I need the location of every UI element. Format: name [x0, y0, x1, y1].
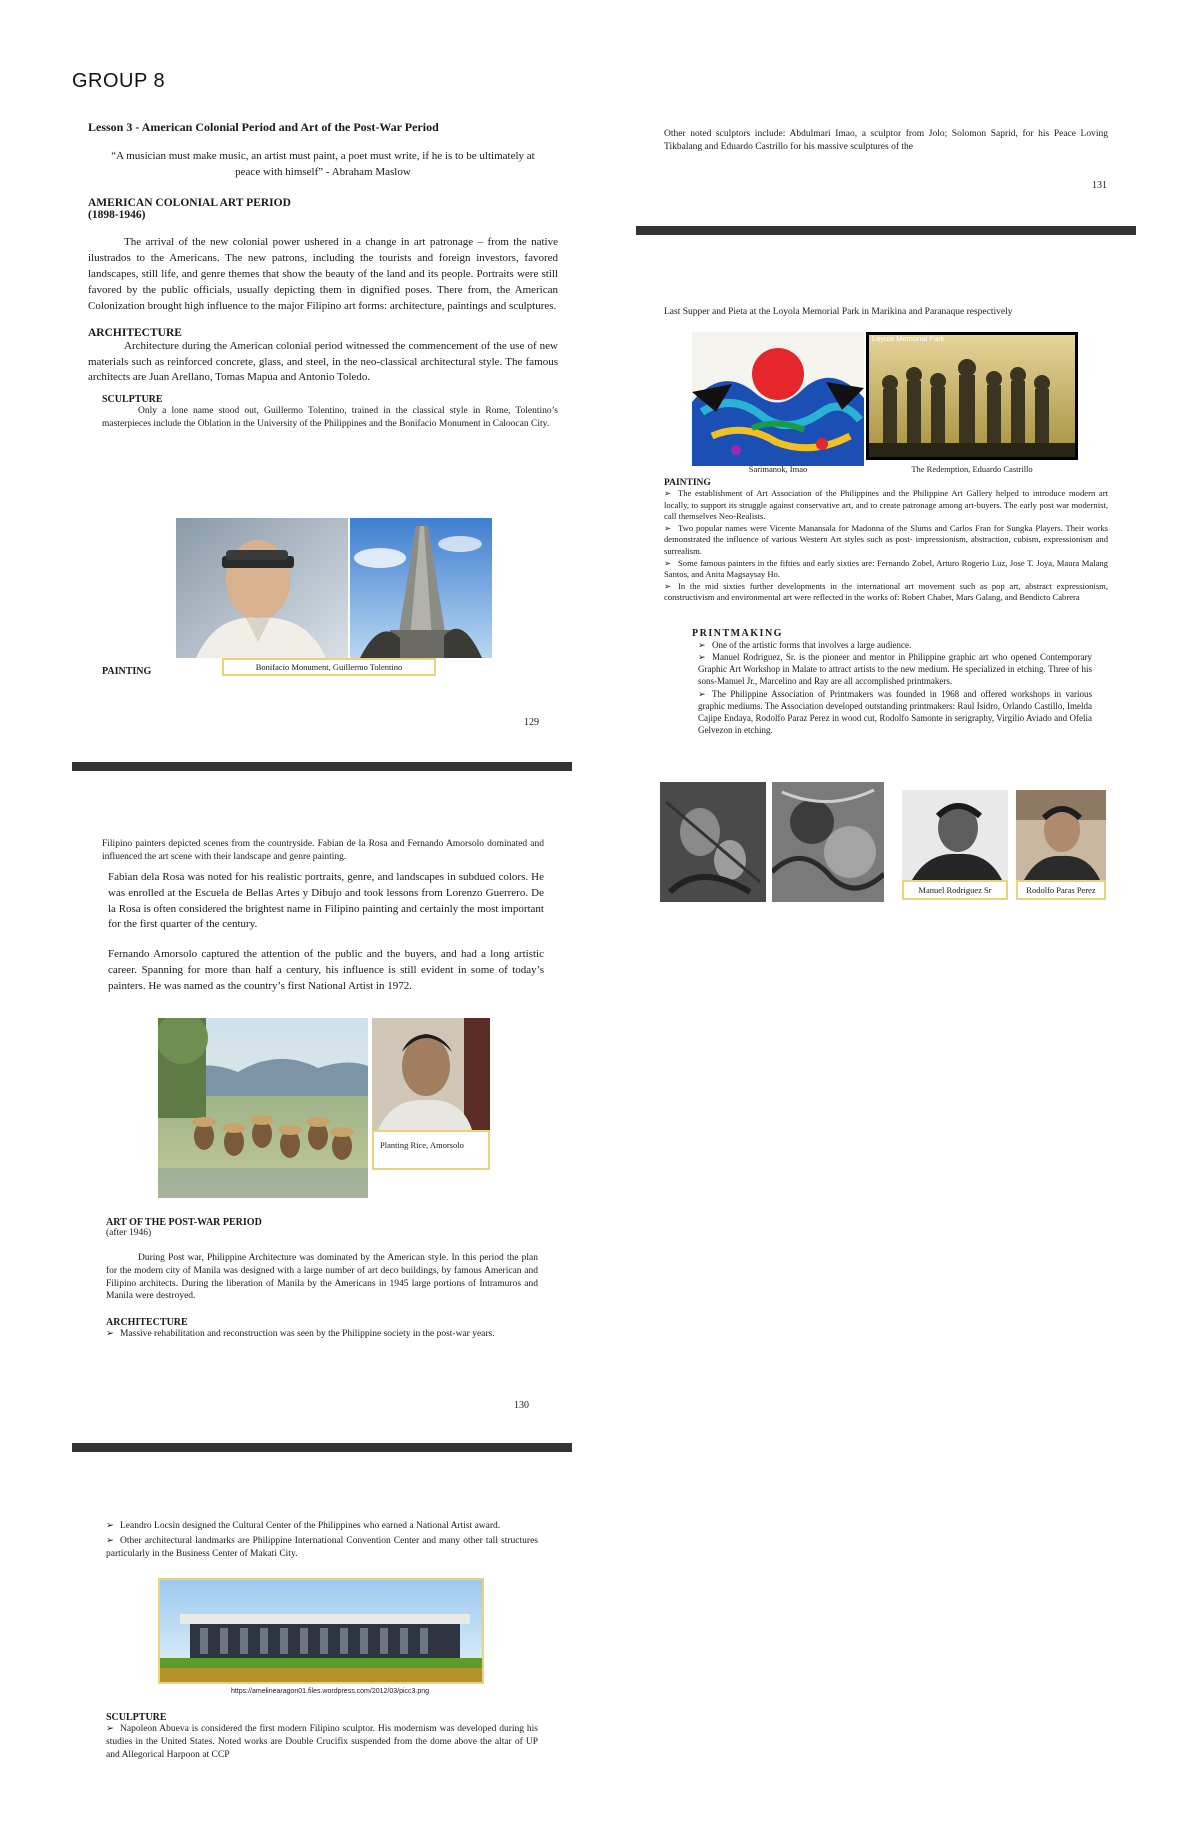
american-colonial-intro: The arrival of the new colonial power ushered in a change in art patronage – from the native ilustrados to the Americans. The new patrons, including the tourists and foreign investors, favored landscapes, still life, and genre themes that show the beauty of the land and its people. Portraits were still favored by the public officials, usually depicting them in dignified poses. There from, the American Colonization brought high influence to the major Filipino art forms: architecture, paintings and sculptures. — [88, 235, 558, 312]
manuel-rodriguez-photo — [902, 790, 1008, 880]
printmaking-bullet: ➢ Manuel Rodriguez, Sr. is the pioneer and mentor in Philippine graphic art who opened Contemporary Graphic Art Workshop in Malate to attract artists to the new medium. He specialized in etching. Three of his sons-Manuel Jr., Marcelino and Ray are all accomplished printmakers. — [698, 652, 1092, 687]
etching-print-image-1 — [660, 782, 766, 902]
bullet-arrow-icon: ➢ — [664, 522, 672, 533]
sarimanok-caption: Sarimanok, Imao — [748, 464, 808, 474]
printmaking-bullet: ➢ One of the artistic forms that involves a large audience. — [698, 640, 912, 650]
painting-section-132 — [664, 478, 1108, 604]
bullet-arrow-icon: ➢ — [106, 1535, 114, 1546]
document-group-title: GROUP 8 — [72, 70, 166, 92]
bullet-arrow-icon: ➢ — [106, 1724, 114, 1734]
painting-bullet: ➢ In the mid sixties further developments in the international art movement such as pop art, abstract expressionism, constructivism and environmental art were reflected in the works of: Robert Chabet, Mars Galang, and Bendicto Cabrera — [664, 580, 1108, 603]
american-colonial-title: AMERICAN COLONIAL ART PERIOD — [88, 196, 291, 209]
landmarks-bullet: ➢ Other architectural landmarks are Philippine International Convention Center and many other tall structures particularly in the Business Center of Makati City. — [106, 1535, 538, 1559]
page-129 — [88, 120, 558, 431]
etching-print-image-2 — [772, 782, 884, 902]
painting-bullet: ➢ The establishment of Art Association of the Philippines and the Philippine Art Gallery helped to introduce modern art locally, to support its struggle against conservative art, and to create patronage among art-buyers. The early post war modernist, call themselves Neo-Realists. — [664, 488, 1108, 522]
lesson-title: Lesson 3 - American Colonial Period and Art of the Post-War Period — [88, 120, 439, 134]
sarimanok-image — [692, 332, 864, 466]
amorsolo-text: Fernando Amorsolo captured the attention of the public and the buyers, and had a long artistic career. Spanning for more than half a century, his influence is still evident in some of today’s painters. He was named as the country’s first National Artist in 1972. — [108, 948, 544, 993]
page-130 — [102, 838, 544, 995]
maslow-quote: “A musician must make music, an artist must paint, a poet must write, if he is to be ultimately at peace with himself” - Abraham Maslow — [111, 150, 535, 178]
amorsolo-portrait-image — [372, 1018, 490, 1130]
tolentino-portrait-image — [176, 518, 348, 658]
sculpture-text: Only a lone name stood out, Guillermo Tolentino, trained in the classical style in Rome, Tolentino’s masterpieces include the Oblation in the University of the Philippines and the Bonifacio Monument in Caloocan City. — [102, 406, 558, 430]
painting-bullet: ➢ Some famous painters in the fifties and early sixties are: Fernando Zobel, Arturo Rogerio Luz, Jose T. Joya, Maura Malang Santos, and Anita Magsaysay Ho. — [664, 557, 1108, 580]
postwar-architecture-heading: ARCHITECTURE — [106, 1317, 188, 1329]
bullet-arrow-icon: ➢ — [106, 1329, 114, 1340]
sculpture-heading: SCULPTURE — [102, 394, 163, 406]
american-colonial-years: (1898-1946) — [88, 208, 146, 221]
filipino-painters-intro: Filipino painters depicted scenes from the countryside. Fabian de la Rosa and Fernando Amorsolo dominated and influenced the art scene with their landscape and genre painting. — [102, 839, 544, 862]
printmaking-section — [692, 628, 1092, 736]
painting-heading-132: PAINTING — [664, 478, 711, 488]
sculptors-continued-text: Last Supper and Pieta at the Loyola Memorial Park in Marikina and Paranaque respectively — [664, 307, 1013, 317]
postwar-architecture-bullet: ➢ Massive rehabilitation and reconstruction was seen by the Philippine society in the post-war years. — [106, 1329, 495, 1340]
bullet-arrow-icon: ➢ — [698, 652, 706, 663]
page-number-131: 131 — [1092, 180, 1107, 191]
bonifacio-monument-image — [350, 518, 492, 658]
page-number-130: 130 — [514, 1400, 529, 1411]
bullet-arrow-icon: ➢ — [664, 557, 672, 568]
loyola-overlay-label: Loyola Memorial Park — [872, 334, 945, 343]
bullet-arrow-icon: ➢ — [698, 688, 706, 699]
planting-rice-caption: Planting Rice, Amorsolo — [372, 1130, 490, 1170]
bullet-arrow-icon: ➢ — [106, 1521, 114, 1531]
abueva-bullet: ➢ Napoleon Abueva is considered the first modern Filipino sculptor. His modernism was developed during his studies in the United States. Noted works are Double Crucifix suspended from the dome above the altar of UP and Allegorical Harpoon at CCP — [106, 1724, 538, 1760]
architecture-heading: ARCHITECTURE — [88, 326, 182, 339]
postwar-sculpture-section — [106, 1712, 538, 1761]
page-divider — [636, 226, 1136, 235]
bullet-arrow-icon: ➢ — [664, 580, 672, 591]
printmaking-heading: PRINTMAKING — [692, 628, 783, 639]
delarosa-text: Fabian dela Rosa was noted for his realistic portraits, genre, and landscapes in subdued colors. He was enrolled at the Escuela de Bellas Artes y Dibujo and took lessons from Lorenzo Guerrero. De la Rosa is often considered the brightest name in Filipino painting and certainly the most important for the first quarter of the century. — [108, 870, 544, 931]
picc-url-caption: https://amelinearagon01.files.wordpress.com/2012/03/picc3.png — [230, 1688, 430, 1695]
postwar-section — [106, 1217, 538, 1341]
printmaking-bullet: ➢ The Philippine Association of Printmakers was founded in 1968 and offered workshops in various graphic mediums. The Association developed outstanding printmakers: Raul Isidro, Orlando Castillo, Imelda Cajipe Endaya, Rodolfo Paraz Perez in wood cut, Rodolfo Samonte in serigraphy, Virgilio Aviado and Ofelia Gelvezon in etching. — [698, 688, 1092, 735]
rodriguez-caption: Manuel Rodriguez Sr — [902, 880, 1008, 900]
bullet-arrow-icon: ➢ — [698, 640, 706, 650]
redemption-sculpture-image — [866, 332, 1078, 460]
rodolfo-perez-photo — [1016, 790, 1106, 880]
architecture-text: Architecture during the American colonial period witnessed the commencement of the use of new materials such as reinforced concrete, glass, and steel, in the neo-classical architectural style. The famous architects are Juan Arellano, Tomas Mapua and Antonio Toledo. — [88, 339, 558, 384]
postwar-heading: ART OF THE POST-WAR PERIOD — [106, 1217, 262, 1228]
redemption-caption: The Redemption, Eduardo Castrillo — [911, 464, 1033, 474]
locsin-bullet: ➢ Leandro Locsin designed the Cultural Center of the Philippines who earned a National Artist award. — [106, 1521, 501, 1531]
picc-building-image — [158, 1578, 484, 1684]
other-sculptors-text: Other noted sculptors include: Abdulmari Imao, a sculptor from Jolo; Solomon Saprid, for his Peace Loving Tikbalang and Eduardo Castrillo for his massive sculptures of the — [664, 129, 1108, 152]
planting-rice-image — [158, 1018, 368, 1198]
perez-caption: Rodolfo Paras Perez — [1016, 880, 1106, 900]
page-divider — [72, 1443, 572, 1452]
postwar-years: (after 1946) — [106, 1228, 152, 1238]
painting-bullet: ➢ Two popular names were Vicente Manansala for Madonna of the Slums and Carlos Fran for Sungka Players. Their works demonstrated the influence of various Western Art styles such as post- impressionism, abstraction, cubism, expressionism and surrealism. — [664, 522, 1108, 556]
page-architecture-continued — [106, 1520, 538, 1560]
postwar-sculpture-heading: SCULPTURE — [106, 1712, 167, 1723]
page-number-129: 129 — [524, 717, 539, 728]
page-divider — [72, 762, 572, 771]
bonifacio-caption: Bonifacio Monument, Guillermo Tolentino — [222, 658, 436, 676]
bullet-arrow-icon: ➢ — [664, 488, 672, 498]
postwar-text: During Post war, Philippine Architecture was dominated by the American style. In this period the plan for the modern city of Manila was designed with a large number of art deco buildings, by famous American and Filipino architects. During the liberation of Manila by the Americans in 1945 large portions of Intramuros and Manila were destroyed. — [106, 1253, 538, 1302]
painting-heading-129: PAINTING — [102, 666, 152, 677]
